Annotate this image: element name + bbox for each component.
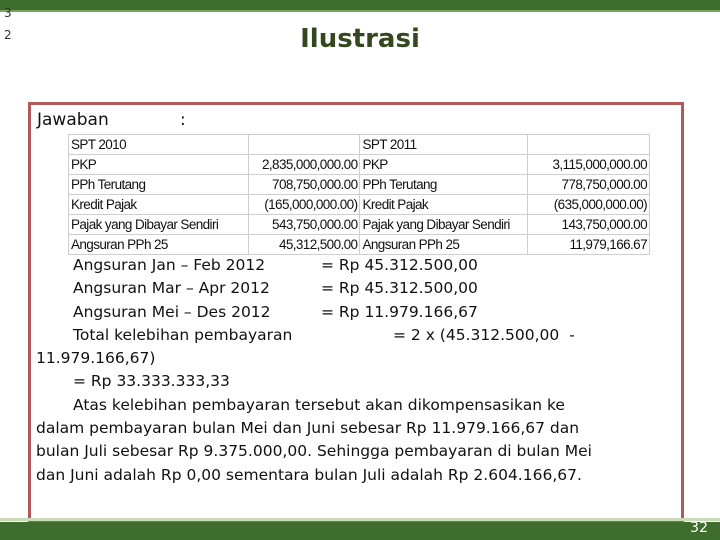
- answer-colon: :: [180, 110, 186, 130]
- table-label-cell: Kredit Pajak: [360, 195, 528, 215]
- table-value-cell: 2,835,000,000.00: [248, 155, 360, 175]
- bottom-bar: [0, 522, 720, 540]
- installment-2-value: = Rp 45.312.500,00: [321, 279, 478, 298]
- answer-label: Jawaban: [37, 110, 109, 130]
- installment-line-1: [36, 254, 672, 277]
- table-value-cell: (635,000,000.00): [528, 195, 650, 215]
- table-label-cell: PPh Terutang: [360, 175, 528, 195]
- table-value-cell: 778,750,000.00: [528, 175, 650, 195]
- table-label-cell: Angsuran PPh 25: [69, 235, 249, 255]
- table-label-cell: PKP: [69, 155, 249, 175]
- top-bar: [0, 0, 720, 10]
- table-label-cell: Angsuran PPh 25: [360, 235, 528, 255]
- total-overpayment-formula: = 2 x (45.312.500,00 -: [393, 325, 575, 344]
- table-value-cell: [248, 135, 360, 155]
- conclusion-line-3: bulan Juli sebesar Rp 9.375.000,00. Sehingga pembayaran di bulan Mei: [36, 442, 592, 461]
- table-label-cell: SPT 2011: [360, 135, 528, 155]
- table-label-cell: SPT 2010: [69, 135, 249, 155]
- table-value-cell: 3,115,000,000.00: [528, 155, 650, 175]
- table-value-cell: 143,750,000.00: [528, 215, 650, 235]
- table-row: [69, 215, 650, 235]
- table-value-cell: [528, 135, 650, 155]
- table-value-cell: 543,750,000.00: [248, 215, 360, 235]
- table-row: [69, 235, 650, 255]
- page-number: 32: [690, 520, 708, 536]
- table-value-cell: 11,979,166.67: [528, 235, 650, 255]
- top-accent-line: [0, 10, 720, 12]
- conclusion-line-1: Atas kelebihan pembayaran tersebut akan dikompensasikan ke: [73, 395, 565, 414]
- table-row: [69, 195, 650, 215]
- table-row: [69, 135, 650, 155]
- table-value-cell: (165,000,000.00): [248, 195, 360, 215]
- slide-title: Ilustrasi: [300, 24, 420, 54]
- corner-number: 3 2: [4, 6, 12, 42]
- total-overpayment-line: [36, 324, 672, 347]
- spt-table: [68, 134, 650, 255]
- installment-line-2: [36, 277, 672, 300]
- conclusion-line-4: dan Juni adalah Rp 0,00 sementara bulan Juli adalah Rp 2.604.166,67.: [36, 465, 582, 484]
- total-result: = Rp 33.333.333,33: [73, 372, 230, 391]
- installment-1-value: = Rp 45.312.500,00: [321, 256, 478, 274]
- installment-3-label: Angsuran Mei – Des 2012: [73, 302, 271, 321]
- table-label-cell: PPh Terutang: [69, 175, 249, 195]
- table-label-cell: Kredit Pajak: [69, 195, 249, 215]
- conclusion-line-2: dalam pembayaran bulan Mei dan Juni sebesar Rp 11.979.166,67 dan: [36, 419, 580, 438]
- table-value-cell: 45,312,500.00: [248, 235, 360, 255]
- table-label-cell: PKP: [360, 155, 528, 175]
- installment-1-label: Angsuran Jan – Feb 2012: [73, 256, 266, 274]
- total-overpayment-label: Total kelebihan pembayaran: [73, 325, 293, 344]
- table-label-cell: Pajak yang Dibayar Sendiri: [360, 215, 528, 235]
- table-value-cell: 708,750,000.00: [248, 175, 360, 195]
- table-row: [69, 155, 650, 175]
- table-row: [69, 175, 650, 195]
- installment-line-3: [36, 301, 672, 324]
- installment-3-value: = Rp 11.979.166,67: [321, 302, 478, 321]
- calculation-text: [36, 254, 672, 487]
- formula-continuation: 11.979.166,67): [36, 349, 156, 368]
- table-label-cell: Pajak yang Dibayar Sendiri: [69, 215, 249, 235]
- installment-2-label: Angsuran Mar – Apr 2012: [73, 279, 270, 298]
- bottom-stripe: [0, 518, 720, 521]
